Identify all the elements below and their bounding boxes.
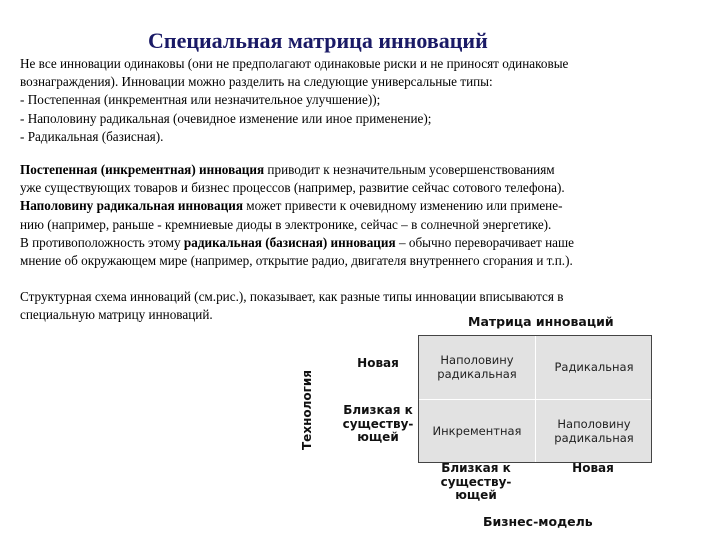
desc-text: приводит к незначительным усовершенствованиям (264, 162, 555, 177)
matrix-x-axis-label: Бизнес-модель (483, 514, 593, 529)
matrix-cell-semi-radical-top: Наполовину радикальная (437, 353, 517, 381)
matrix-col-label-close: Близкая к существу- ющей (440, 461, 512, 502)
desc-text: В противоположность этому (20, 234, 184, 250)
matrix-cell-radical: Радикальная (554, 359, 634, 374)
matrix-title: Матрица инноваций (468, 314, 614, 329)
matrix-cell-semi-radical-bottom: Наполовину радикальная (554, 417, 634, 445)
page-title: Специальная матрица инноваций (148, 28, 488, 53)
desc-line: уже существующих товаров и бизнес процессов (например, развитие сейчас сотового телефона). (20, 180, 565, 196)
intro-line: - Наполовину радикальная (очевидное изменение или иное применение); (20, 110, 432, 126)
matrix-divider-horizontal (419, 399, 651, 400)
intro-line: Не все инновации одинаковы (они не предполагают одинаковые риски и не приносят одинаковые (20, 56, 569, 71)
desc-line: нию (например, раньше - кремниевые диоды в электронике, сейчас – в солнечной энергетике). (20, 216, 552, 232)
term-radical: радикальная (базисная) инновация (183, 234, 396, 250)
matrix-row-label-close: Близкая к существу- ющей (342, 403, 414, 444)
intro-line: вознаграждения). Инновации можно разделить на следующие универсальные типы: (20, 74, 493, 90)
matrix-col-label-new: Новая (572, 461, 614, 475)
matrix-row-label-new: Новая (357, 356, 399, 370)
desc-text: может привести к очевидному изменению или примене- (242, 198, 563, 214)
desc-line (20, 161, 574, 179)
desc-line: мнение об окружающем мире (например, открытие радио, двигателя внутреннего сгорания и т.п.). (20, 253, 573, 269)
intro-line: - Радикальная (базисная). (20, 128, 164, 144)
description-paragraph (20, 161, 574, 270)
matrix-y-axis-label: Технология (300, 369, 314, 450)
structure-line: специальную матрицу инноваций. (20, 307, 213, 323)
intro-paragraph (20, 55, 568, 146)
desc-text: – обычно переворачивает наше (395, 234, 575, 250)
term-semi-radical: Наполовину радикальная инновация (20, 198, 243, 214)
desc-line (20, 234, 574, 252)
term-incremental: Постепенная (инкрементная) инновация (20, 162, 265, 177)
intro-line: - Постепенная (инкрементная или незначительное улучшение)); (20, 92, 381, 108)
matrix-cell-incremental: Инкрементная (432, 423, 522, 438)
desc-line (20, 197, 574, 215)
matrix-grid (418, 335, 652, 463)
structure-line: Структурная схема инноваций (см.рис.), показывает, как разные типы инновации вписываются в (20, 289, 564, 304)
